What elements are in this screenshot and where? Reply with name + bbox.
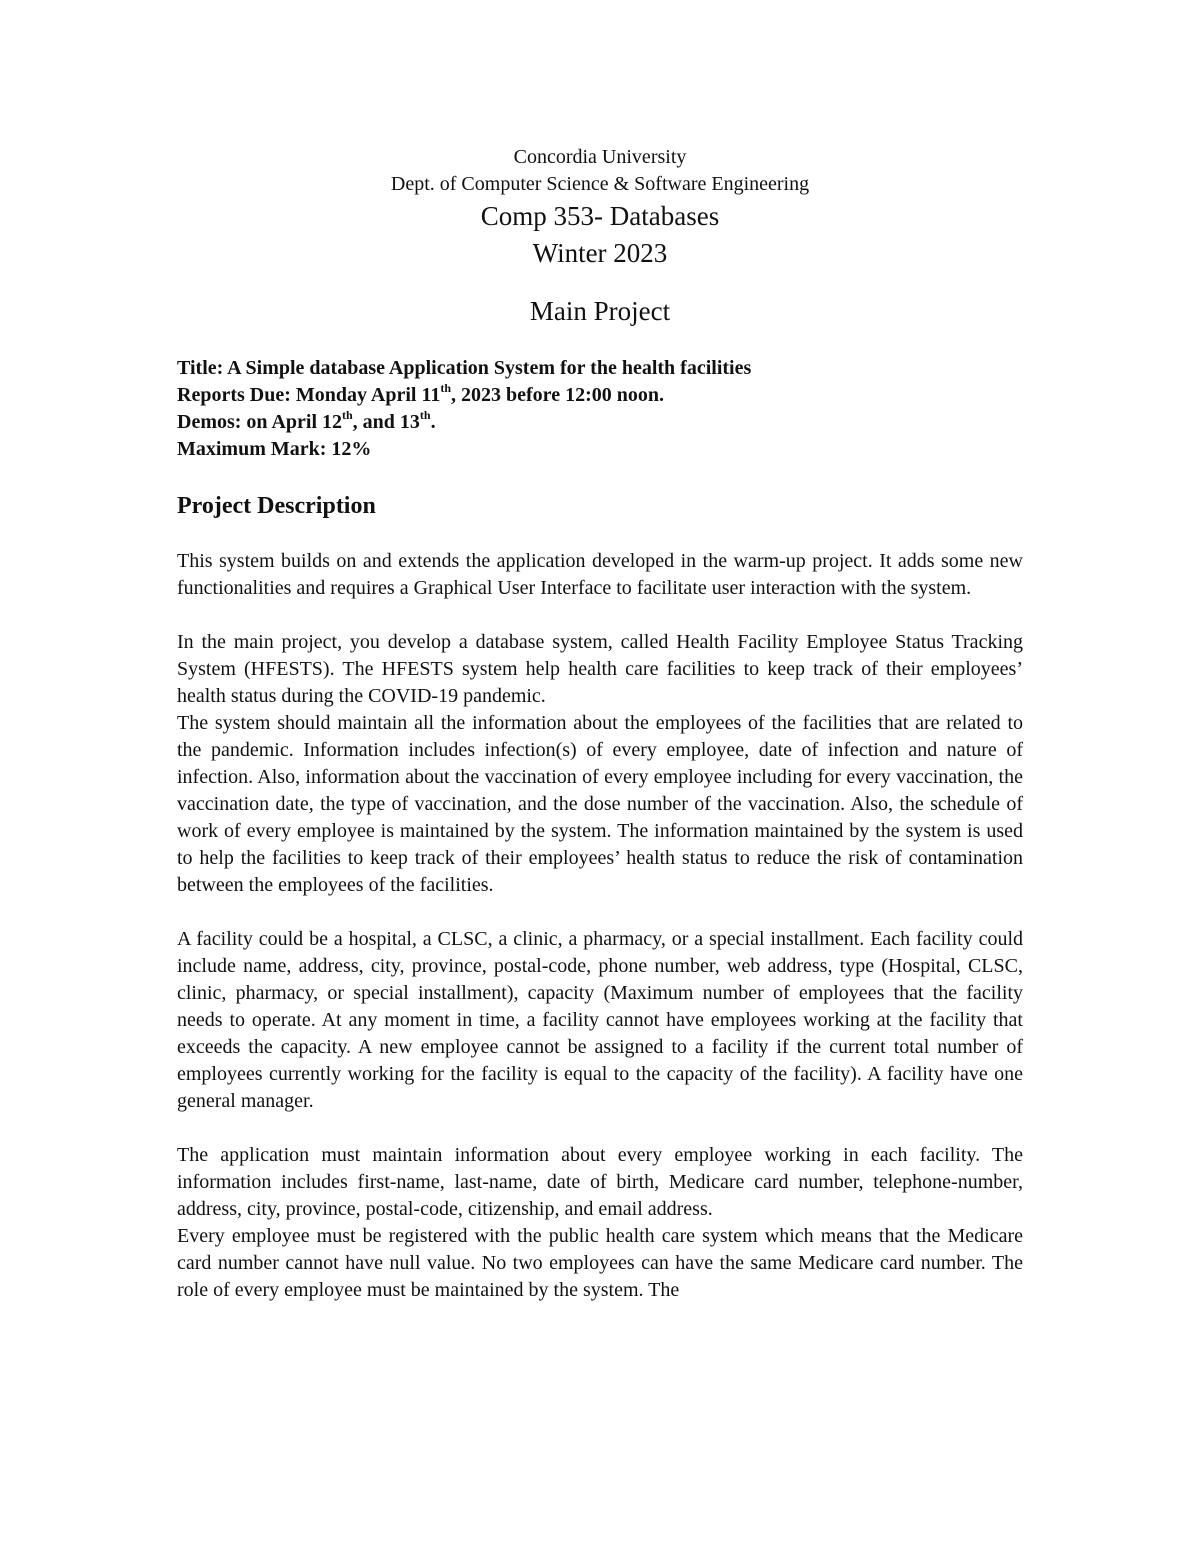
department-name: Dept. of Computer Science & Software Engineering — [390, 173, 810, 195]
paragraph: In the main project, you develop a database system, called Health Facility Employee Status Tracking System (HFESTS). The HFESTS system help health care facilities to keep track of their employees’ health status during the COVID-19 pandemic. — [177, 631, 1023, 707]
maximum-mark-line: Maximum Mark: 12% — [177, 438, 372, 460]
demos-sup-1: th — [342, 408, 353, 423]
demos-sup-2: th — [419, 408, 431, 423]
section-heading: Project Description — [177, 493, 376, 519]
paragraph: The system should maintain all the information about the employees of the facilities that are related to the pandemic. Information includes infection(s) of every employee, date of infection and nature of infection. Also, information about the vaccination of every employee including for every vaccination, the vaccination date, the type of vaccination, and the dose number of the vaccination. Also, the schedule of work of every employee is maintained by the system. The information maintained by the system is used to help the facilities to keep track of their employees’ health status to reduce the risk of contamination between the employees of the facilities. — [177, 712, 1023, 896]
demos-mid: , and 13 — [352, 411, 420, 433]
demos-end: . — [430, 411, 436, 433]
project-meta — [177, 355, 1037, 463]
term-label: Winter 2023 — [532, 238, 668, 268]
project-description — [177, 548, 1023, 1304]
reports-due-rest: , 2023 before 12:00 noon. — [451, 384, 664, 406]
course-title: Comp 353- Databases — [480, 201, 720, 231]
paragraph: This system builds on and extends the application developed in the warm-up project. It adds some new functionalities and requires a Graphical User Interface to facilitate user interaction with the system. — [177, 550, 1023, 599]
university-name: Concordia University — [513, 146, 687, 168]
reports-due-sup: th — [440, 381, 452, 396]
project-title-line: Title: A Simple database Application System for the health facilities — [177, 357, 752, 379]
paragraph: A facility could be a hospital, a CLSC, a clinic, a pharmacy, or a special installment. Each facility could include name, address, city, province, postal-code, phone number, web address, type (Hospital, CLSC, clinic, pharmacy, or special installment), capacity (Maximum number of employees that the facility needs to operate. At any moment in time, a facility cannot have employees working at the facility that exceeds the capacity. A new employee cannot be assigned to a facility if the current total number of employees currently working for the facility is equal to the capacity of the facility). A facility have one general manager. — [177, 928, 1023, 1112]
reports-due-line — [177, 382, 1037, 409]
demos-text: Demos: on April 12 — [177, 411, 342, 433]
project-title: Main Project — [529, 296, 671, 326]
paragraph: The application must maintain information about every employee working in each facility. The information includes first-name, last-name, date of birth, Medicare card number, telephone-number, address, city, province, postal-code, citizenship, and email address. — [177, 1144, 1023, 1220]
paragraph: Every employee must be registered with the public health care system which means that the Medicare card number cannot have null value. No two employees can have the same Medicare card number. The role of every employee must be maintained by the system. The — [177, 1225, 1023, 1301]
demos-line — [177, 409, 1037, 436]
document-header — [0, 144, 1200, 330]
reports-due-text: Reports Due: Monday April 11 — [177, 384, 441, 406]
